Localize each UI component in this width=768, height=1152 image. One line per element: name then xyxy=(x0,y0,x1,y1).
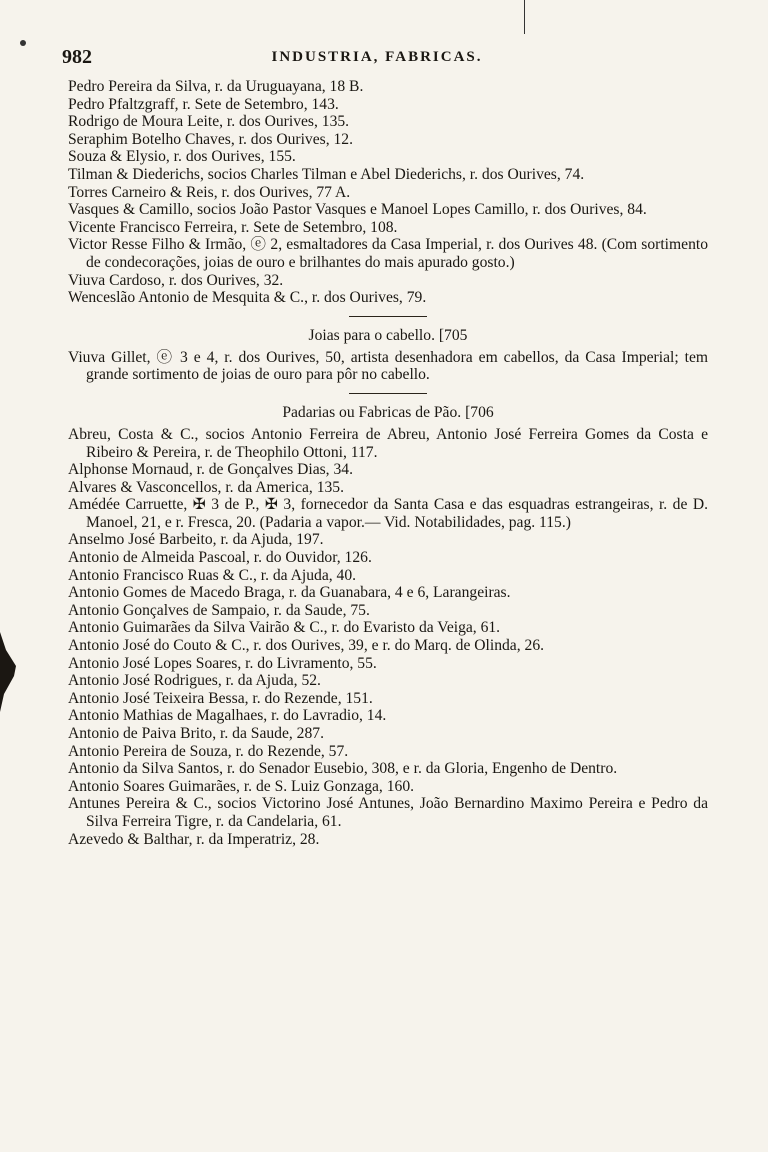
page-header xyxy=(62,46,692,72)
section-heading-joias: Joias para o cabello. [705 xyxy=(308,326,468,344)
list-item: Vasques & Camillo, socios João Pastor Vasques e Manoel Lopes Camillo, r. dos Ourives, 84. xyxy=(68,201,647,219)
list-item: Antonio Pereira de Souza, r. do Rezende, 57. xyxy=(68,742,349,760)
list-item: Antunes Pereira & C., socios Victorino José Antunes, João Bernardino Maximo Pereira e Pedro da Silva Ferreira Tigre, r. da Candelaria, 61. xyxy=(68,795,708,830)
section-heading-padarias: Padarias ou Fabricas de Pão. [706 xyxy=(282,403,494,421)
list-item: Pedro Pereira da Silva, r. da Uruguayana, 18 B. xyxy=(68,78,364,95)
list-item: Tilman & Diederichs, socios Charles Tilman e Abel Diederichs, r. dos Ourives, 74. xyxy=(68,165,585,183)
list-item: Antonio Soares Guimarães, r. de S. Luiz Gonzaga, 160. xyxy=(68,777,415,795)
list-item: Torres Carneiro & Reis, r. dos Ourives, 77 A. xyxy=(68,183,351,201)
list-item: Pedro Pfaltzgraff, r. Sete de Setembro, 143. xyxy=(68,95,339,113)
section-divider xyxy=(349,393,427,394)
list-item: Antonio de Almeida Pascoal, r. do Ouvidor, 126. xyxy=(68,549,372,567)
running-title: INDUSTRIA, FABRICAS. xyxy=(271,49,483,65)
list-item: Antonio José do Couto & C., r. dos Ourives, 39, e r. do Marq. de Olinda, 26. xyxy=(68,637,545,655)
list-item: Alvares & Vasconcellos, r. da America, 135. xyxy=(68,478,344,496)
list-item: Antonio Mathias de Magalhaes, r. do Lavradio, 14. xyxy=(68,707,387,725)
list-item: Anselmo José Barbeito, r. da Ajuda, 197. xyxy=(68,531,324,549)
list-item: Vicente Francisco Ferreira, r. Sete de Setembro, 108. xyxy=(68,218,398,236)
list-item: Antonio Gomes de Macedo Braga, r. da Guanabara, 4 e 6, Larangeiras. xyxy=(68,584,511,602)
list-item: Antonio Gonçalves de Sampaio, r. da Saude, 75. xyxy=(68,601,370,619)
list-item: Abreu, Costa & C., socios Antonio Ferreira de Abreu, Antonio José Ferreira Gomes da Costa e Ribeiro & Pereira, r. de Theophilo Ottoni, 117. xyxy=(68,425,708,461)
list-item: Wenceslão Antonio de Mesquita & C., r. dos Ourives, 79. xyxy=(68,289,427,307)
scan-artifact xyxy=(20,40,26,46)
list-item: Antonio da Silva Santos, r. do Senador Eusebio, 308, e r. da Gloria, Engenho de Dentro. xyxy=(68,760,618,778)
list-item: Alphonse Mornaud, r. de Gonçalves Dias, 34. xyxy=(68,461,353,479)
list-item: Viuva Cardoso, r. dos Ourives, 32. xyxy=(68,271,284,289)
list-item: Amédée Carruette, ✠ 3 de P., ✠ 3, fornecedor da Santa Casa e das esquadras estrangeiras, r. de D. Manoel, 21, e r. Fresca, 20. (Padaria a vapor.— Vid. Notabilidades, pag. 115.) xyxy=(68,496,708,531)
list-item: Azevedo & Balthar, r. da Imperatriz, 28. xyxy=(68,830,320,848)
page-edge-mark xyxy=(0,632,20,712)
page-number: 982 xyxy=(62,46,92,68)
list-item: Victor Resse Filho & Irmão, ⓔ 2, esmaltadores da Casa Imperial, r. dos Ourives 48. (Com sortimento de condecorações, joias de ouro e brilhantes do mais apurado gosto.) xyxy=(68,236,708,271)
list-item: Antonio Guimarães da Silva Vairão & C., r. do Evaristo da Veiga, 61. xyxy=(68,619,501,637)
section-divider xyxy=(349,316,427,317)
list-item: Seraphim Botelho Chaves, r. dos Ourives, 12. xyxy=(68,130,353,148)
list-item: Rodrigo de Moura Leite, r. dos Ourives, 135. xyxy=(68,113,350,131)
list-item: Antonio Francisco Ruas & C., r. da Ajuda, 40. xyxy=(68,566,357,584)
list-item: Antonio José Rodrigues, r. da Ajuda, 52. xyxy=(68,672,321,690)
list-item: Antonio de Paiva Brito, r. da Saude, 287. xyxy=(68,725,324,742)
list-item: Souza & Elysio, r. dos Ourives, 155. xyxy=(68,148,296,166)
list-item: Antonio José Teixeira Bessa, r. do Rezende, 151. xyxy=(68,689,373,707)
list-item: Antonio José Lopes Soares, r. do Livramento, 55. xyxy=(68,654,377,672)
section-ourives xyxy=(68,78,708,848)
scan-artifact xyxy=(524,0,525,34)
list-item: Viuva Gillet, ⓔ 3 e 4, r. dos Ourives, 50, artista desenhadora em cabellos, da Casa Imperial; tem grande sortimento de joias de ouro para pôr no cabello. xyxy=(68,348,708,384)
